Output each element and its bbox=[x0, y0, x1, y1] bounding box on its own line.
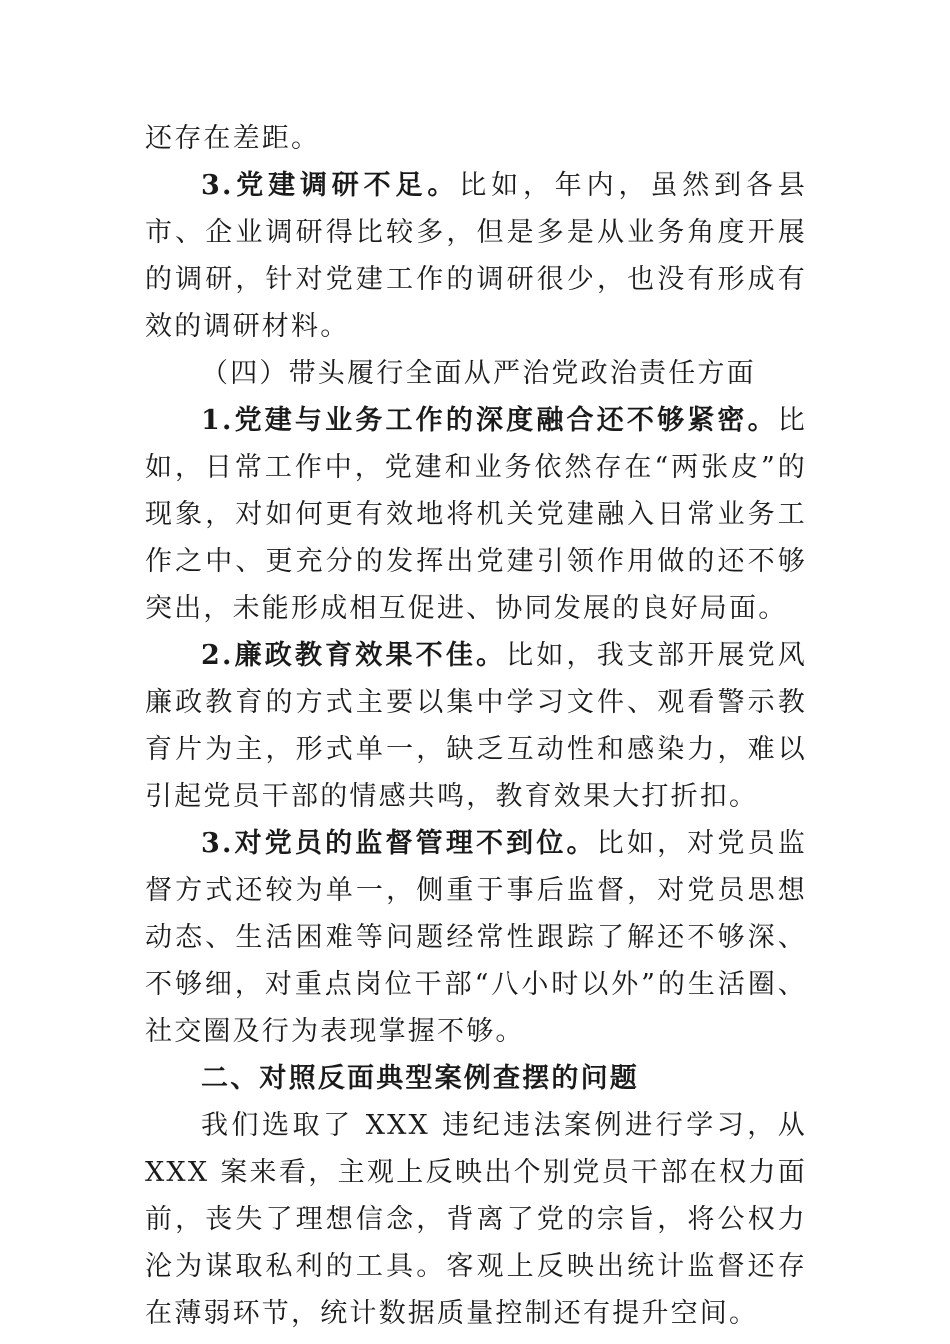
paragraph-lead: 3.对党员的监督管理不到位。 bbox=[201, 828, 597, 859]
paragraph-text: 还存在差距。 bbox=[145, 123, 321, 154]
paragraph-text: 我们选取了 XXX 违纪违法案例进行学习，从 XXX 案来看，主观上反映出个别党员干部在权力面前，丧失了理想信念，背离了党的宗旨，将公权力沦为谋取私利的工具。客观上反映出统计监督还存在薄弱环节，统计数据质量控制还有提升空间。 bbox=[145, 1110, 807, 1329]
paragraph-education bbox=[145, 632, 807, 820]
paragraph-text: 比如，对党员监督方式还较为单一，侧重于事后监督，对党员思想动态、生活困难等问题经常性跟踪了解还不够深、不够细，对重点岗位干部“八小时以外”的生活圈、社交圈及行为表现掌握不够。 bbox=[145, 828, 807, 1047]
paragraph-lead: 2.廉政教育效果不佳。 bbox=[201, 640, 507, 671]
paragraph-text: 比如，我支部开展党风廉政教育的方式主要以集中学习文件、观看警示教育片为主，形式单一，缺乏互动性和感染力，难以引起党员干部的情感共鸣，教育效果大打折扣。 bbox=[145, 640, 808, 812]
heading-text: （四）带头履行全面从严治党政治责任方面 bbox=[201, 358, 756, 389]
section-heading-four bbox=[145, 350, 807, 397]
paragraph-case-study bbox=[145, 1102, 807, 1337]
paragraph-supervision bbox=[145, 820, 807, 1055]
section-heading-two bbox=[145, 1055, 807, 1102]
document-page bbox=[145, 115, 807, 1337]
paragraph-text: 比如，年内，虽然到各县市、企业调研得比较多，但是多是从业务角度开展的调研，针对党建工作的调研很少，也没有形成有效的调研材料。 bbox=[145, 170, 807, 342]
paragraph-continuation bbox=[145, 115, 807, 162]
paragraph-lead: 1.党建与业务工作的深度融合还不够紧密。 bbox=[201, 405, 778, 436]
paragraph-lead: 3.党建调研不足。 bbox=[201, 170, 460, 201]
paragraph-party-research bbox=[145, 162, 807, 350]
heading-text: 二、对照反面典型案例查摆的问题 bbox=[201, 1063, 639, 1094]
paragraph-integration bbox=[145, 397, 807, 632]
paragraph-text: 比如，日常工作中，党建和业务依然存在“两张皮”的现象，对如何更有效地将机关党建融入日常业务工作之中、更充分的发挥出党建引领作用做的还不够突出，未能形成相互促进、协同发展的良好局面。 bbox=[145, 405, 807, 624]
